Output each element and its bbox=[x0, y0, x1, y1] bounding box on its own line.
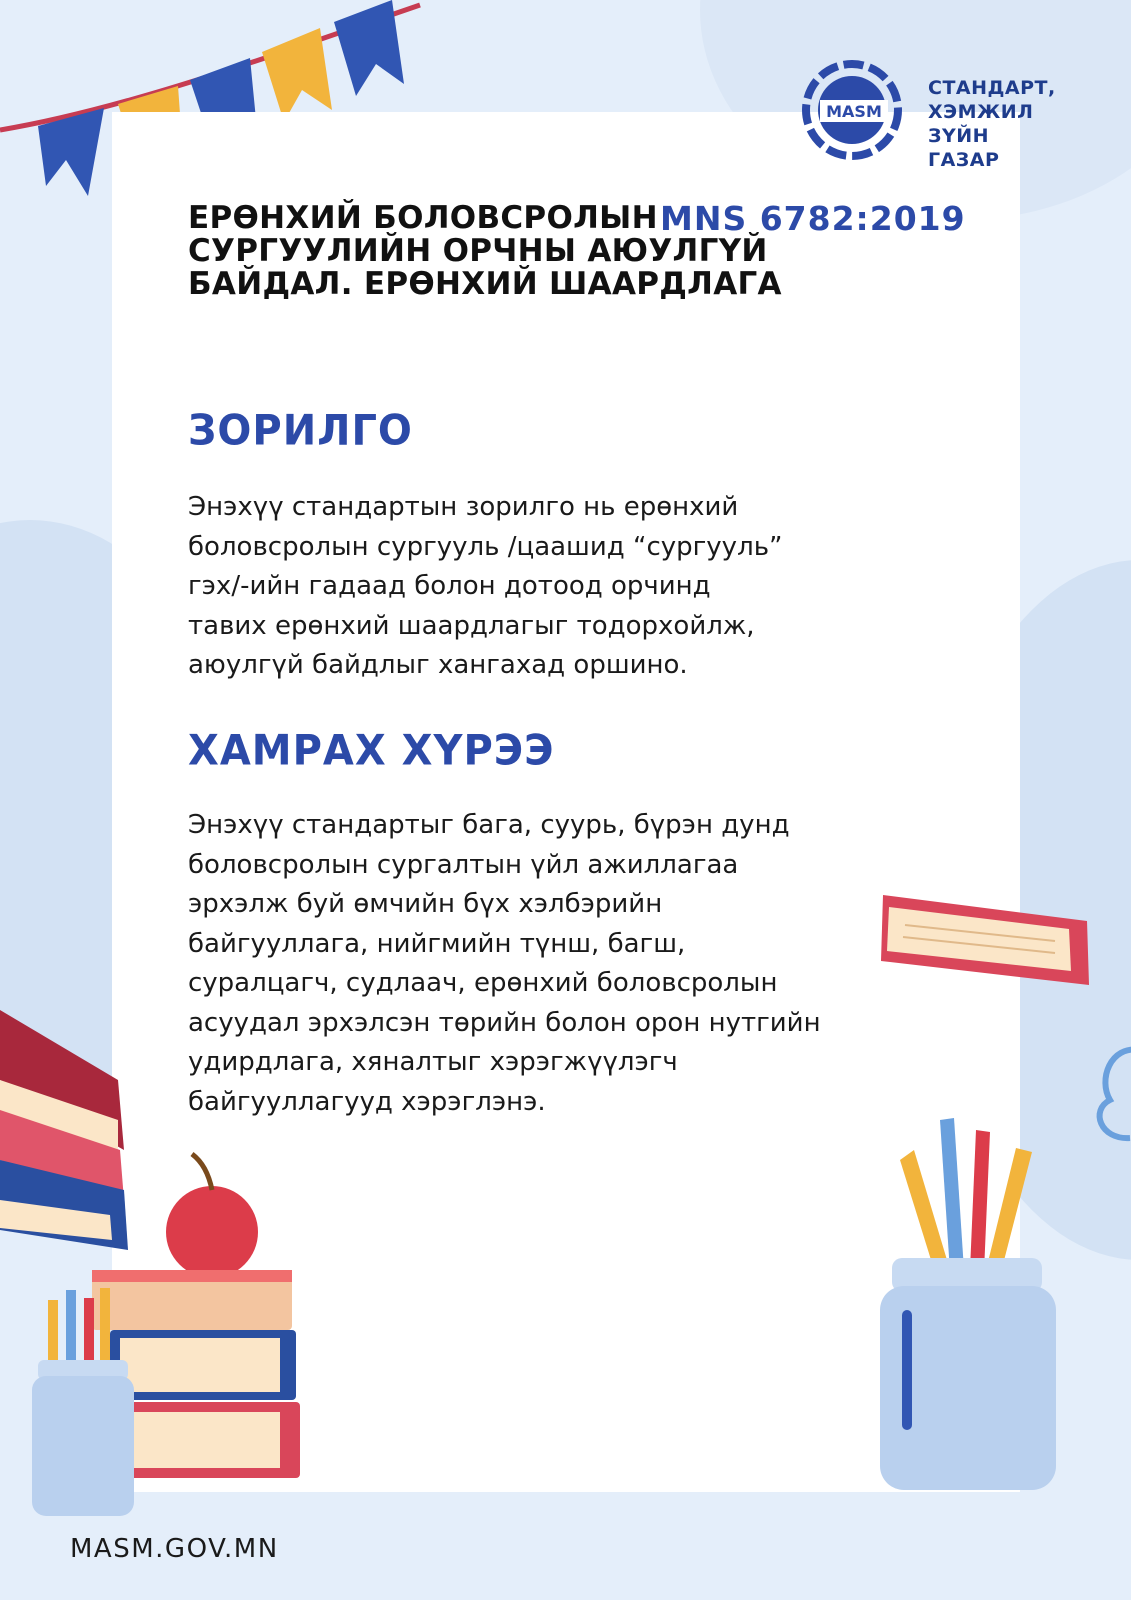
text-line: боловсролын сургууль /цаашид “сургууль” bbox=[188, 531, 783, 562]
logo-name-line: ГАЗАР bbox=[928, 149, 1000, 171]
title-line: ЕРӨНХИЙ БОЛОВСРОЛЫН bbox=[188, 200, 658, 236]
pencil-icon bbox=[970, 1130, 990, 1272]
standard-code: MNS 6782:2019 bbox=[660, 199, 966, 238]
text-line: тавих ерөнхий шаардлагыг тодорхойлж, bbox=[188, 610, 755, 641]
logo-name-line: ХЭМЖИЛ ЗҮЙН bbox=[928, 101, 1034, 147]
cloud-outline bbox=[1080, 1040, 1131, 1150]
section-text-purpose bbox=[188, 488, 868, 686]
masm-logo bbox=[800, 58, 1100, 171]
text-line: байгууллага, нийгмийн түнш, багш, bbox=[188, 928, 686, 959]
text-line: байгууллагууд хэрэглэнэ. bbox=[188, 1086, 546, 1117]
flag-blue bbox=[334, 0, 404, 96]
logo-name bbox=[928, 76, 1100, 172]
pencil-jar-right bbox=[880, 1100, 1080, 1500]
section-heading-scope: ХАМРАХ ХҮРЭЭ bbox=[188, 726, 555, 776]
text-line: аюулгүй байдлыг хангахад оршино. bbox=[188, 650, 688, 680]
pencil-icon bbox=[986, 1148, 1032, 1276]
text-line: Энэхүү стандартыг бага, суурь, бүрэн дунд bbox=[188, 810, 790, 840]
pencil-jar-left bbox=[28, 1280, 158, 1520]
document-title bbox=[188, 199, 968, 302]
pencil-icon bbox=[900, 1150, 950, 1276]
book-illustration-right bbox=[875, 885, 1105, 995]
website-url: MASM.GOV.MN bbox=[70, 1534, 279, 1564]
text-line: удирдлага, хяналтыг хэрэгжүүлэгч bbox=[188, 1047, 678, 1077]
text-line: суралцагч, судлаач, ерөнхий боловсролын bbox=[188, 968, 778, 998]
title-line: СУРГУУЛИЙН ОРЧНЫ АЮУЛГҮЙ bbox=[188, 233, 768, 269]
text-line: эрхэлж буй өмчийн бүх хэлбэрийн bbox=[188, 889, 663, 919]
section-heading-purpose: ЗОРИЛГО bbox=[188, 406, 413, 456]
section-text-scope bbox=[188, 806, 868, 1122]
text-line: Энэхүү стандартын зорилго нь ерөнхий bbox=[188, 492, 739, 522]
text-line: асуудал эрхэлсэн төрийн болон орон нутгийн bbox=[188, 1007, 821, 1038]
title-line: БАЙДАЛ. ЕРӨНХИЙ ШААРДЛАГА bbox=[188, 266, 782, 302]
apple-icon bbox=[166, 1186, 258, 1278]
text-line: боловсролын сургалтын үйл ажиллагаа bbox=[188, 849, 739, 880]
text-line: гэх/-ийн гадаад болон дотоод орчинд bbox=[188, 571, 711, 601]
flag-yellow bbox=[262, 28, 332, 122]
masm-logo-icon bbox=[800, 58, 910, 168]
logo-badge-text: MASM bbox=[826, 102, 882, 121]
logo-name-line: СТАНДАРТ, bbox=[928, 77, 1056, 99]
